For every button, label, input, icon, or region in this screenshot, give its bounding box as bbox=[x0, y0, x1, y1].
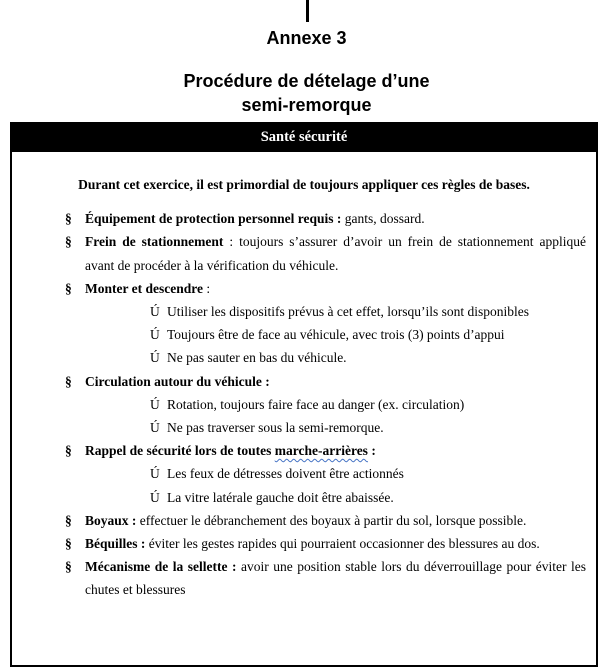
sub-list bbox=[150, 393, 586, 439]
rule-text: éviter les gestes rapides qui pourraient occasionner des blessures au dos. bbox=[145, 536, 540, 552]
section-marker: § bbox=[65, 373, 72, 389]
document-title bbox=[0, 69, 613, 117]
sub-bullet-marker: Ú bbox=[150, 489, 160, 505]
sub-text: Ne pas traverser sous la semi-remorque. bbox=[167, 420, 384, 436]
rule-item bbox=[65, 555, 586, 601]
rule-item bbox=[65, 439, 586, 509]
section-marker: § bbox=[65, 512, 72, 528]
intro-text: Durant cet exercice, il est primordial de toujours appliquer ces règles de bases. bbox=[78, 177, 530, 192]
section-marker: § bbox=[65, 536, 72, 552]
sub-text: La vitre latérale gauche doit être abaissée. bbox=[167, 489, 394, 505]
document-title-line2: semi-remorque bbox=[241, 95, 372, 115]
rule-item bbox=[65, 370, 586, 440]
rule-item bbox=[65, 207, 586, 230]
rule-bold-label-end: : bbox=[367, 443, 376, 459]
section-marker: § bbox=[65, 559, 72, 575]
sub-text: Utiliser les dispositifs prévus à cet effet, lorsqu’ils sont disponibles bbox=[167, 304, 529, 320]
sub-text: Rotation, toujours faire face au danger (ex. circulation) bbox=[167, 396, 465, 412]
annex-heading: Annexe 3 bbox=[266, 28, 347, 48]
document-title-line1: Procédure de dételage d’une bbox=[183, 71, 430, 91]
sub-item bbox=[150, 300, 586, 323]
sub-text: Ne pas sauter en bas du véhicule. bbox=[167, 350, 347, 366]
sub-bullet-marker: Ú bbox=[150, 304, 160, 320]
rules-list bbox=[12, 207, 596, 601]
page-boundary-mark bbox=[306, 0, 309, 22]
rule-item bbox=[65, 532, 586, 555]
rule-bold-label: Équipement de protection personnel requis : bbox=[85, 211, 342, 227]
section-marker: § bbox=[65, 234, 72, 250]
sub-item bbox=[150, 323, 586, 346]
sub-list bbox=[150, 462, 586, 508]
rule-bold-label: Béquilles : bbox=[85, 536, 146, 552]
rule-item bbox=[65, 230, 586, 276]
banner bbox=[10, 122, 598, 152]
sub-item bbox=[150, 486, 586, 509]
sub-bullet-marker: Ú bbox=[150, 396, 160, 412]
rule-text: avoir une position stable lors du déverrouillage pour éviter les chutes et blessures bbox=[85, 559, 586, 598]
sub-list bbox=[150, 300, 586, 370]
rule-bold-label: Circulation autour du véhicule : bbox=[85, 373, 270, 389]
rule-bold-label: Rappel de sécurité lors de toutes bbox=[85, 443, 275, 459]
rule-item bbox=[65, 277, 586, 370]
rule-bold-label: Mécanisme de la sellette : bbox=[85, 559, 237, 575]
sub-text: Les feux de détresses doivent être actionnés bbox=[167, 466, 404, 482]
section-marker: § bbox=[65, 280, 72, 296]
sub-bullet-marker: Ú bbox=[150, 466, 160, 482]
rule-item bbox=[65, 509, 586, 532]
safety-box-content bbox=[12, 152, 596, 602]
section-marker: § bbox=[65, 443, 72, 459]
rule-bold-label: Frein de stationnement bbox=[85, 234, 224, 250]
rule-text: : bbox=[202, 280, 211, 296]
rule-text: gants, dossard. bbox=[341, 211, 425, 227]
sub-text: Toujours être de face au véhicule, avec trois (3) points d’appui bbox=[167, 327, 505, 343]
rule-text: effectuer le débranchement des boyaux à partir du sol, lorsque possible. bbox=[136, 512, 527, 528]
sub-bullet-marker: Ú bbox=[150, 327, 160, 343]
sub-item bbox=[150, 393, 586, 416]
sub-item bbox=[150, 416, 586, 439]
sub-item bbox=[150, 346, 586, 369]
rule-bold-label: Boyaux : bbox=[85, 512, 137, 528]
sub-item bbox=[150, 462, 586, 485]
sub-bullet-marker: Ú bbox=[150, 350, 160, 366]
section-marker: § bbox=[65, 211, 72, 227]
banner-title: Santé sécurité bbox=[260, 129, 348, 145]
rule-bold-wavy-word: marche-arrières bbox=[274, 443, 368, 459]
rule-bold-label: Monter et descendre bbox=[85, 280, 203, 296]
sub-bullet-marker: Ú bbox=[150, 420, 160, 436]
safety-box bbox=[10, 152, 598, 667]
rule-text: : toujours s’assurer d’avoir un frein de stationnement appliqué avant de procéder à la vérification du véhicule. bbox=[85, 234, 586, 273]
